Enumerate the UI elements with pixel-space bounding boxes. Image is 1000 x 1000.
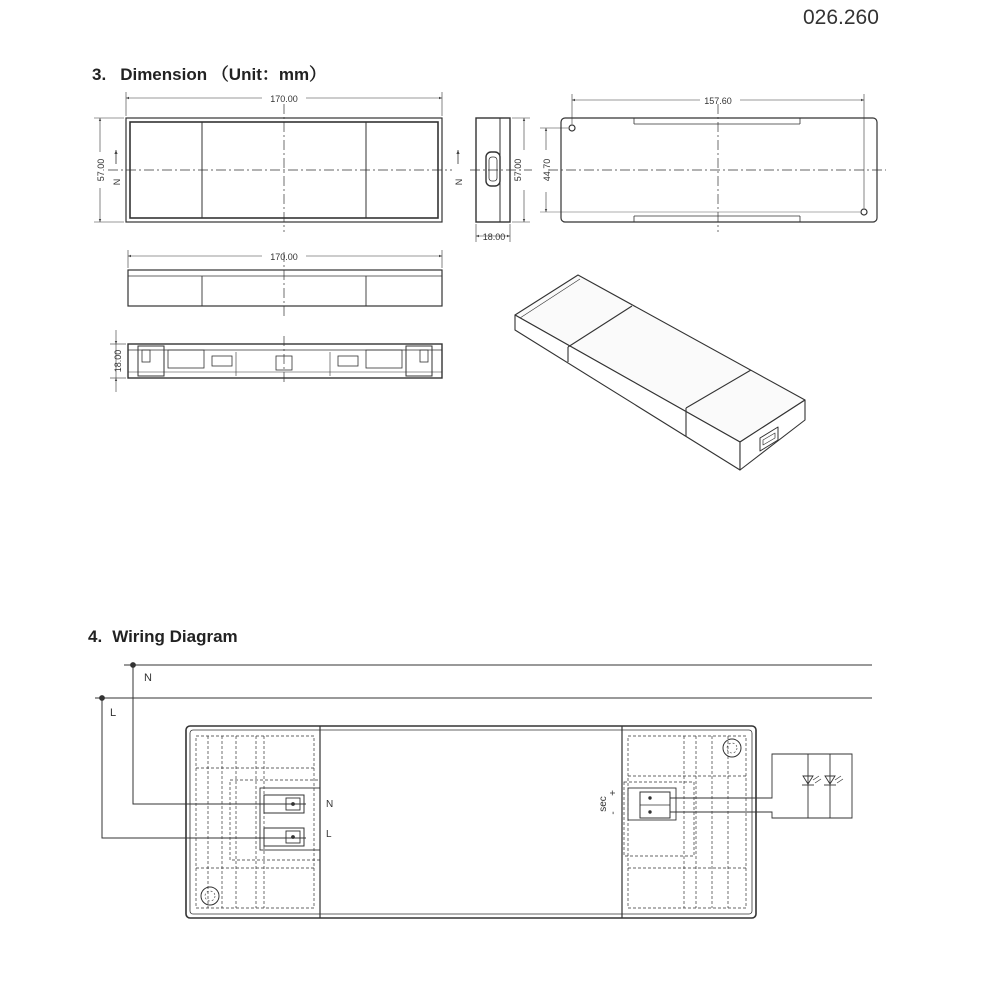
base-length-label: 157.60	[704, 96, 732, 106]
dimension-section-title: Dimension （Unit：mm）	[120, 65, 327, 84]
top-length-label: 170.00	[270, 94, 298, 104]
led-icon	[824, 776, 843, 785]
end-depth-label: 18.00	[482, 232, 506, 242]
isometric-view-drawing	[515, 275, 805, 470]
north-mark-top: N	[112, 178, 122, 186]
document-code: 026.260	[803, 6, 879, 29]
live-line-label: L	[110, 707, 117, 719]
dimension-section-number: 3.	[92, 65, 107, 84]
top-view-drawing	[94, 92, 452, 232]
top-height-label: 57.00	[96, 158, 106, 182]
wiring-section-number: 4.	[88, 627, 103, 646]
negative-symbol: -	[608, 811, 619, 815]
wiring-diagram	[95, 663, 872, 918]
base-height-label: 44.70	[542, 158, 552, 182]
base-view-drawing	[540, 94, 886, 232]
section-view-drawing	[110, 330, 442, 392]
neutral-line-label: N	[144, 672, 152, 684]
secondary-label: sec	[598, 796, 609, 812]
end-height-label: 57.00	[513, 158, 523, 182]
live-terminal-label: L	[326, 829, 332, 840]
wiring-section-title: Wiring Diagram	[112, 627, 238, 646]
neutral-terminal-label: N	[326, 799, 334, 810]
positive-symbol: +	[608, 790, 619, 796]
side-height-label: 18.00	[113, 349, 123, 373]
north-mark-end: N	[454, 178, 464, 186]
led-icon	[802, 776, 821, 785]
side-length-label: 170.00	[270, 252, 298, 262]
